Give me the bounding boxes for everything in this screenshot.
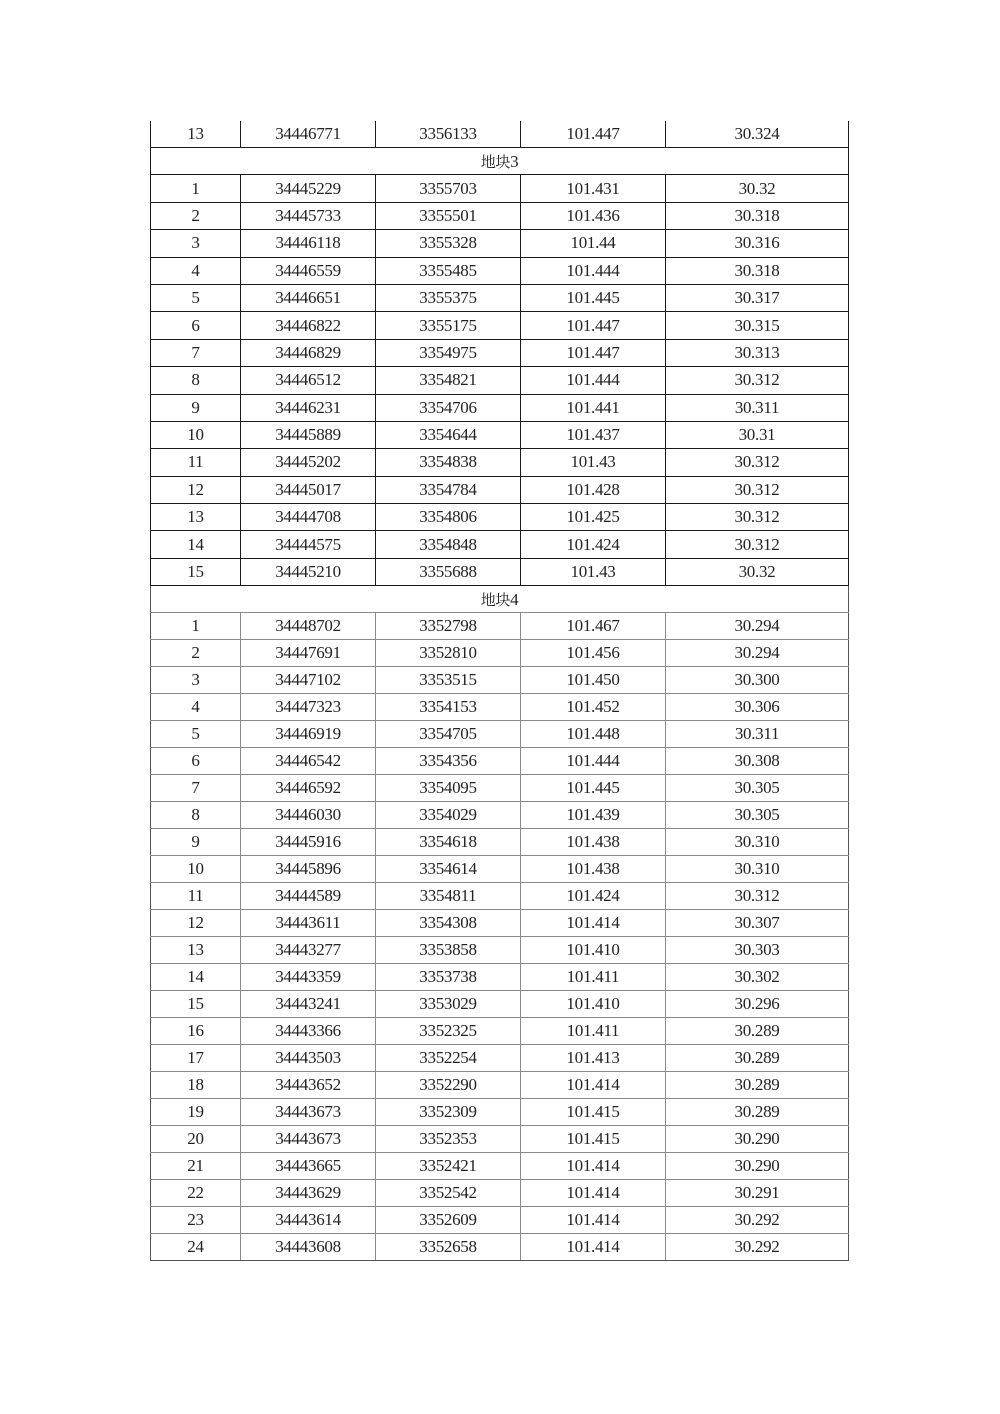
point-number: 20 bbox=[151, 1126, 241, 1153]
table-row bbox=[151, 1126, 849, 1153]
x-coordinate: 34446592 bbox=[241, 775, 376, 802]
y-coordinate: 3352542 bbox=[376, 1180, 521, 1207]
latitude: 30.316 bbox=[666, 230, 849, 257]
point-number: 21 bbox=[151, 1153, 241, 1180]
x-coordinate: 34443611 bbox=[241, 910, 376, 937]
latitude: 30.291 bbox=[666, 1180, 849, 1207]
longitude: 101.439 bbox=[521, 802, 666, 829]
x-coordinate: 34445229 bbox=[241, 175, 376, 202]
y-coordinate: 3352325 bbox=[376, 1018, 521, 1045]
point-number: 4 bbox=[151, 694, 241, 721]
x-coordinate: 34447323 bbox=[241, 694, 376, 721]
point-number: 6 bbox=[151, 748, 241, 775]
latitude: 30.290 bbox=[666, 1153, 849, 1180]
x-coordinate: 34444575 bbox=[241, 531, 376, 558]
table-row bbox=[151, 394, 849, 421]
x-coordinate: 34443629 bbox=[241, 1180, 376, 1207]
y-coordinate: 3353738 bbox=[376, 964, 521, 991]
latitude: 30.292 bbox=[666, 1207, 849, 1234]
table-row bbox=[151, 504, 849, 531]
x-coordinate: 34446542 bbox=[241, 748, 376, 775]
latitude: 30.312 bbox=[666, 476, 849, 503]
table-row bbox=[151, 449, 849, 476]
latitude: 30.289 bbox=[666, 1099, 849, 1126]
table-row bbox=[151, 1207, 849, 1234]
block-3-section bbox=[151, 121, 849, 586]
longitude: 101.414 bbox=[521, 1180, 666, 1207]
point-number: 11 bbox=[151, 449, 241, 476]
point-number: 4 bbox=[151, 257, 241, 284]
longitude: 101.445 bbox=[521, 775, 666, 802]
longitude: 101.444 bbox=[521, 748, 666, 775]
longitude: 101.411 bbox=[521, 1018, 666, 1045]
table-row bbox=[151, 1234, 849, 1261]
point-number: 16 bbox=[151, 1018, 241, 1045]
y-coordinate: 3354614 bbox=[376, 856, 521, 883]
table-row bbox=[151, 1153, 849, 1180]
x-coordinate: 34443359 bbox=[241, 964, 376, 991]
longitude: 101.411 bbox=[521, 964, 666, 991]
x-coordinate: 34445896 bbox=[241, 856, 376, 883]
y-coordinate: 3354618 bbox=[376, 829, 521, 856]
x-coordinate: 34446919 bbox=[241, 721, 376, 748]
latitude: 30.311 bbox=[666, 394, 849, 421]
x-coordinate: 34443665 bbox=[241, 1153, 376, 1180]
block-4-section bbox=[151, 586, 849, 1261]
latitude: 30.32 bbox=[666, 175, 849, 202]
latitude: 30.302 bbox=[666, 964, 849, 991]
x-coordinate: 34445733 bbox=[241, 202, 376, 229]
longitude: 101.438 bbox=[521, 829, 666, 856]
x-coordinate: 34443673 bbox=[241, 1126, 376, 1153]
latitude: 30.289 bbox=[666, 1018, 849, 1045]
x-coordinate: 34443503 bbox=[241, 1045, 376, 1072]
longitude: 101.456 bbox=[521, 640, 666, 667]
table-row bbox=[151, 829, 849, 856]
x-coordinate: 34443652 bbox=[241, 1072, 376, 1099]
x-coordinate: 34443241 bbox=[241, 991, 376, 1018]
point-number: 10 bbox=[151, 421, 241, 448]
point-number: 12 bbox=[151, 476, 241, 503]
table-row bbox=[151, 613, 849, 640]
section-title-number: 4 bbox=[510, 589, 519, 609]
longitude: 101.452 bbox=[521, 694, 666, 721]
point-number: 13 bbox=[151, 504, 241, 531]
table-row bbox=[151, 367, 849, 394]
table-row bbox=[151, 775, 849, 802]
x-coordinate: 34443673 bbox=[241, 1099, 376, 1126]
table-row bbox=[151, 1072, 849, 1099]
y-coordinate: 3354095 bbox=[376, 775, 521, 802]
x-coordinate: 34446512 bbox=[241, 367, 376, 394]
latitude: 30.310 bbox=[666, 856, 849, 883]
table-row bbox=[151, 1045, 849, 1072]
table-row bbox=[151, 1180, 849, 1207]
latitude: 30.307 bbox=[666, 910, 849, 937]
table-row bbox=[151, 284, 849, 311]
y-coordinate: 3352658 bbox=[376, 1234, 521, 1261]
longitude: 101.438 bbox=[521, 856, 666, 883]
section-title bbox=[151, 586, 849, 613]
y-coordinate: 3354838 bbox=[376, 449, 521, 476]
x-coordinate: 34445202 bbox=[241, 449, 376, 476]
x-coordinate: 34444708 bbox=[241, 504, 376, 531]
y-coordinate: 3355688 bbox=[376, 558, 521, 585]
latitude: 30.294 bbox=[666, 613, 849, 640]
longitude: 101.414 bbox=[521, 1072, 666, 1099]
coordinate-table bbox=[150, 121, 849, 1261]
latitude: 30.305 bbox=[666, 802, 849, 829]
point-number: 19 bbox=[151, 1099, 241, 1126]
y-coordinate: 3354975 bbox=[376, 339, 521, 366]
latitude: 30.312 bbox=[666, 531, 849, 558]
y-coordinate: 3352309 bbox=[376, 1099, 521, 1126]
point-number: 17 bbox=[151, 1045, 241, 1072]
point-number: 7 bbox=[151, 775, 241, 802]
section-header-row bbox=[151, 148, 849, 175]
table-row bbox=[151, 883, 849, 910]
longitude: 101.431 bbox=[521, 175, 666, 202]
point-number: 10 bbox=[151, 856, 241, 883]
latitude: 30.305 bbox=[666, 775, 849, 802]
longitude: 101.445 bbox=[521, 284, 666, 311]
x-coordinate: 34446829 bbox=[241, 339, 376, 366]
latitude: 30.311 bbox=[666, 721, 849, 748]
point-number: 6 bbox=[151, 312, 241, 339]
longitude: 101.436 bbox=[521, 202, 666, 229]
y-coordinate: 3354706 bbox=[376, 394, 521, 421]
point-number: 8 bbox=[151, 802, 241, 829]
y-coordinate: 3355703 bbox=[376, 175, 521, 202]
x-coordinate: 34443366 bbox=[241, 1018, 376, 1045]
section-header-row bbox=[151, 586, 849, 613]
longitude: 101.410 bbox=[521, 991, 666, 1018]
y-coordinate: 3352609 bbox=[376, 1207, 521, 1234]
y-coordinate: 3354029 bbox=[376, 802, 521, 829]
latitude: 30.312 bbox=[666, 367, 849, 394]
latitude: 30.324 bbox=[666, 121, 849, 148]
y-coordinate: 3352810 bbox=[376, 640, 521, 667]
y-coordinate: 3355501 bbox=[376, 202, 521, 229]
point-number: 14 bbox=[151, 964, 241, 991]
point-number: 13 bbox=[151, 937, 241, 964]
latitude: 30.318 bbox=[666, 257, 849, 284]
x-coordinate: 34446822 bbox=[241, 312, 376, 339]
table-row bbox=[151, 531, 849, 558]
latitude: 30.289 bbox=[666, 1072, 849, 1099]
table-row bbox=[151, 476, 849, 503]
x-coordinate: 34443608 bbox=[241, 1234, 376, 1261]
table-row bbox=[151, 667, 849, 694]
longitude: 101.447 bbox=[521, 312, 666, 339]
table-row bbox=[151, 312, 849, 339]
point-number: 13 bbox=[151, 121, 241, 148]
y-coordinate: 3352254 bbox=[376, 1045, 521, 1072]
point-number: 18 bbox=[151, 1072, 241, 1099]
x-coordinate: 34447691 bbox=[241, 640, 376, 667]
longitude: 101.437 bbox=[521, 421, 666, 448]
latitude: 30.318 bbox=[666, 202, 849, 229]
longitude: 101.44 bbox=[521, 230, 666, 257]
y-coordinate: 3354821 bbox=[376, 367, 521, 394]
point-number: 2 bbox=[151, 202, 241, 229]
latitude: 30.31 bbox=[666, 421, 849, 448]
table-row bbox=[151, 1018, 849, 1045]
x-coordinate: 34446118 bbox=[241, 230, 376, 257]
table-row bbox=[151, 802, 849, 829]
longitude: 101.414 bbox=[521, 910, 666, 937]
point-number: 15 bbox=[151, 558, 241, 585]
y-coordinate: 3355375 bbox=[376, 284, 521, 311]
longitude: 101.441 bbox=[521, 394, 666, 421]
latitude: 30.294 bbox=[666, 640, 849, 667]
latitude: 30.303 bbox=[666, 937, 849, 964]
x-coordinate: 34446771 bbox=[241, 121, 376, 148]
y-coordinate: 3356133 bbox=[376, 121, 521, 148]
table-row bbox=[151, 230, 849, 257]
point-number: 9 bbox=[151, 394, 241, 421]
table-row bbox=[151, 748, 849, 775]
y-coordinate: 3353029 bbox=[376, 991, 521, 1018]
point-number: 9 bbox=[151, 829, 241, 856]
section-title-text: 地块 bbox=[480, 152, 511, 171]
longitude: 101.414 bbox=[521, 1234, 666, 1261]
table-row bbox=[151, 257, 849, 284]
y-coordinate: 3354356 bbox=[376, 748, 521, 775]
table-row bbox=[151, 856, 849, 883]
longitude: 101.43 bbox=[521, 449, 666, 476]
y-coordinate: 3355175 bbox=[376, 312, 521, 339]
x-coordinate: 34445889 bbox=[241, 421, 376, 448]
table-row bbox=[151, 339, 849, 366]
table-row bbox=[151, 694, 849, 721]
longitude: 101.425 bbox=[521, 504, 666, 531]
table-row bbox=[151, 421, 849, 448]
longitude: 101.413 bbox=[521, 1045, 666, 1072]
longitude: 101.450 bbox=[521, 667, 666, 694]
x-coordinate: 34447102 bbox=[241, 667, 376, 694]
y-coordinate: 3352290 bbox=[376, 1072, 521, 1099]
longitude: 101.444 bbox=[521, 367, 666, 394]
section-title-text: 地块 bbox=[480, 590, 511, 609]
y-coordinate: 3352798 bbox=[376, 613, 521, 640]
x-coordinate: 34446030 bbox=[241, 802, 376, 829]
x-coordinate: 34443277 bbox=[241, 937, 376, 964]
latitude: 30.290 bbox=[666, 1126, 849, 1153]
y-coordinate: 3354644 bbox=[376, 421, 521, 448]
point-number: 8 bbox=[151, 367, 241, 394]
x-coordinate: 34446559 bbox=[241, 257, 376, 284]
y-coordinate: 3354811 bbox=[376, 883, 521, 910]
table-row bbox=[151, 175, 849, 202]
longitude: 101.447 bbox=[521, 339, 666, 366]
latitude: 30.313 bbox=[666, 339, 849, 366]
latitude: 30.310 bbox=[666, 829, 849, 856]
point-number: 1 bbox=[151, 175, 241, 202]
longitude: 101.43 bbox=[521, 558, 666, 585]
x-coordinate: 34444589 bbox=[241, 883, 376, 910]
latitude: 30.308 bbox=[666, 748, 849, 775]
point-number: 1 bbox=[151, 613, 241, 640]
latitude: 30.32 bbox=[666, 558, 849, 585]
table-row bbox=[151, 202, 849, 229]
longitude: 101.428 bbox=[521, 476, 666, 503]
point-number: 15 bbox=[151, 991, 241, 1018]
point-number: 5 bbox=[151, 284, 241, 311]
carry-over-row bbox=[151, 121, 849, 148]
table-row bbox=[151, 937, 849, 964]
y-coordinate: 3352421 bbox=[376, 1153, 521, 1180]
longitude: 101.414 bbox=[521, 1153, 666, 1180]
longitude: 101.415 bbox=[521, 1099, 666, 1126]
y-coordinate: 3354784 bbox=[376, 476, 521, 503]
point-number: 3 bbox=[151, 667, 241, 694]
x-coordinate: 34445916 bbox=[241, 829, 376, 856]
point-number: 2 bbox=[151, 640, 241, 667]
point-number: 12 bbox=[151, 910, 241, 937]
document-page bbox=[150, 121, 848, 1261]
longitude: 101.448 bbox=[521, 721, 666, 748]
longitude: 101.424 bbox=[521, 531, 666, 558]
section-title bbox=[151, 148, 849, 175]
point-number: 11 bbox=[151, 883, 241, 910]
point-number: 14 bbox=[151, 531, 241, 558]
longitude: 101.414 bbox=[521, 1207, 666, 1234]
x-coordinate: 34445210 bbox=[241, 558, 376, 585]
latitude: 30.296 bbox=[666, 991, 849, 1018]
longitude: 101.447 bbox=[521, 121, 666, 148]
longitude: 101.467 bbox=[521, 613, 666, 640]
table-row bbox=[151, 991, 849, 1018]
y-coordinate: 3354705 bbox=[376, 721, 521, 748]
y-coordinate: 3353858 bbox=[376, 937, 521, 964]
point-number: 3 bbox=[151, 230, 241, 257]
y-coordinate: 3355328 bbox=[376, 230, 521, 257]
x-coordinate: 34443614 bbox=[241, 1207, 376, 1234]
y-coordinate: 3354806 bbox=[376, 504, 521, 531]
latitude: 30.317 bbox=[666, 284, 849, 311]
section-title-number: 3 bbox=[510, 151, 519, 171]
x-coordinate: 34446651 bbox=[241, 284, 376, 311]
latitude: 30.312 bbox=[666, 883, 849, 910]
longitude: 101.415 bbox=[521, 1126, 666, 1153]
latitude: 30.315 bbox=[666, 312, 849, 339]
point-number: 24 bbox=[151, 1234, 241, 1261]
latitude: 30.312 bbox=[666, 504, 849, 531]
latitude: 30.306 bbox=[666, 694, 849, 721]
y-coordinate: 3354308 bbox=[376, 910, 521, 937]
table-row bbox=[151, 910, 849, 937]
x-coordinate: 34446231 bbox=[241, 394, 376, 421]
y-coordinate: 3353515 bbox=[376, 667, 521, 694]
latitude: 30.292 bbox=[666, 1234, 849, 1261]
x-coordinate: 34448702 bbox=[241, 613, 376, 640]
y-coordinate: 3352353 bbox=[376, 1126, 521, 1153]
latitude: 30.300 bbox=[666, 667, 849, 694]
y-coordinate: 3354153 bbox=[376, 694, 521, 721]
point-number: 7 bbox=[151, 339, 241, 366]
table-row bbox=[151, 964, 849, 991]
latitude: 30.289 bbox=[666, 1045, 849, 1072]
x-coordinate: 34445017 bbox=[241, 476, 376, 503]
longitude: 101.424 bbox=[521, 883, 666, 910]
point-number: 22 bbox=[151, 1180, 241, 1207]
longitude: 101.444 bbox=[521, 257, 666, 284]
latitude: 30.312 bbox=[666, 449, 849, 476]
longitude: 101.410 bbox=[521, 937, 666, 964]
table-row bbox=[151, 1099, 849, 1126]
y-coordinate: 3354848 bbox=[376, 531, 521, 558]
table-row bbox=[151, 558, 849, 585]
table-row bbox=[151, 640, 849, 667]
y-coordinate: 3355485 bbox=[376, 257, 521, 284]
point-number: 23 bbox=[151, 1207, 241, 1234]
point-number: 5 bbox=[151, 721, 241, 748]
table-row bbox=[151, 721, 849, 748]
